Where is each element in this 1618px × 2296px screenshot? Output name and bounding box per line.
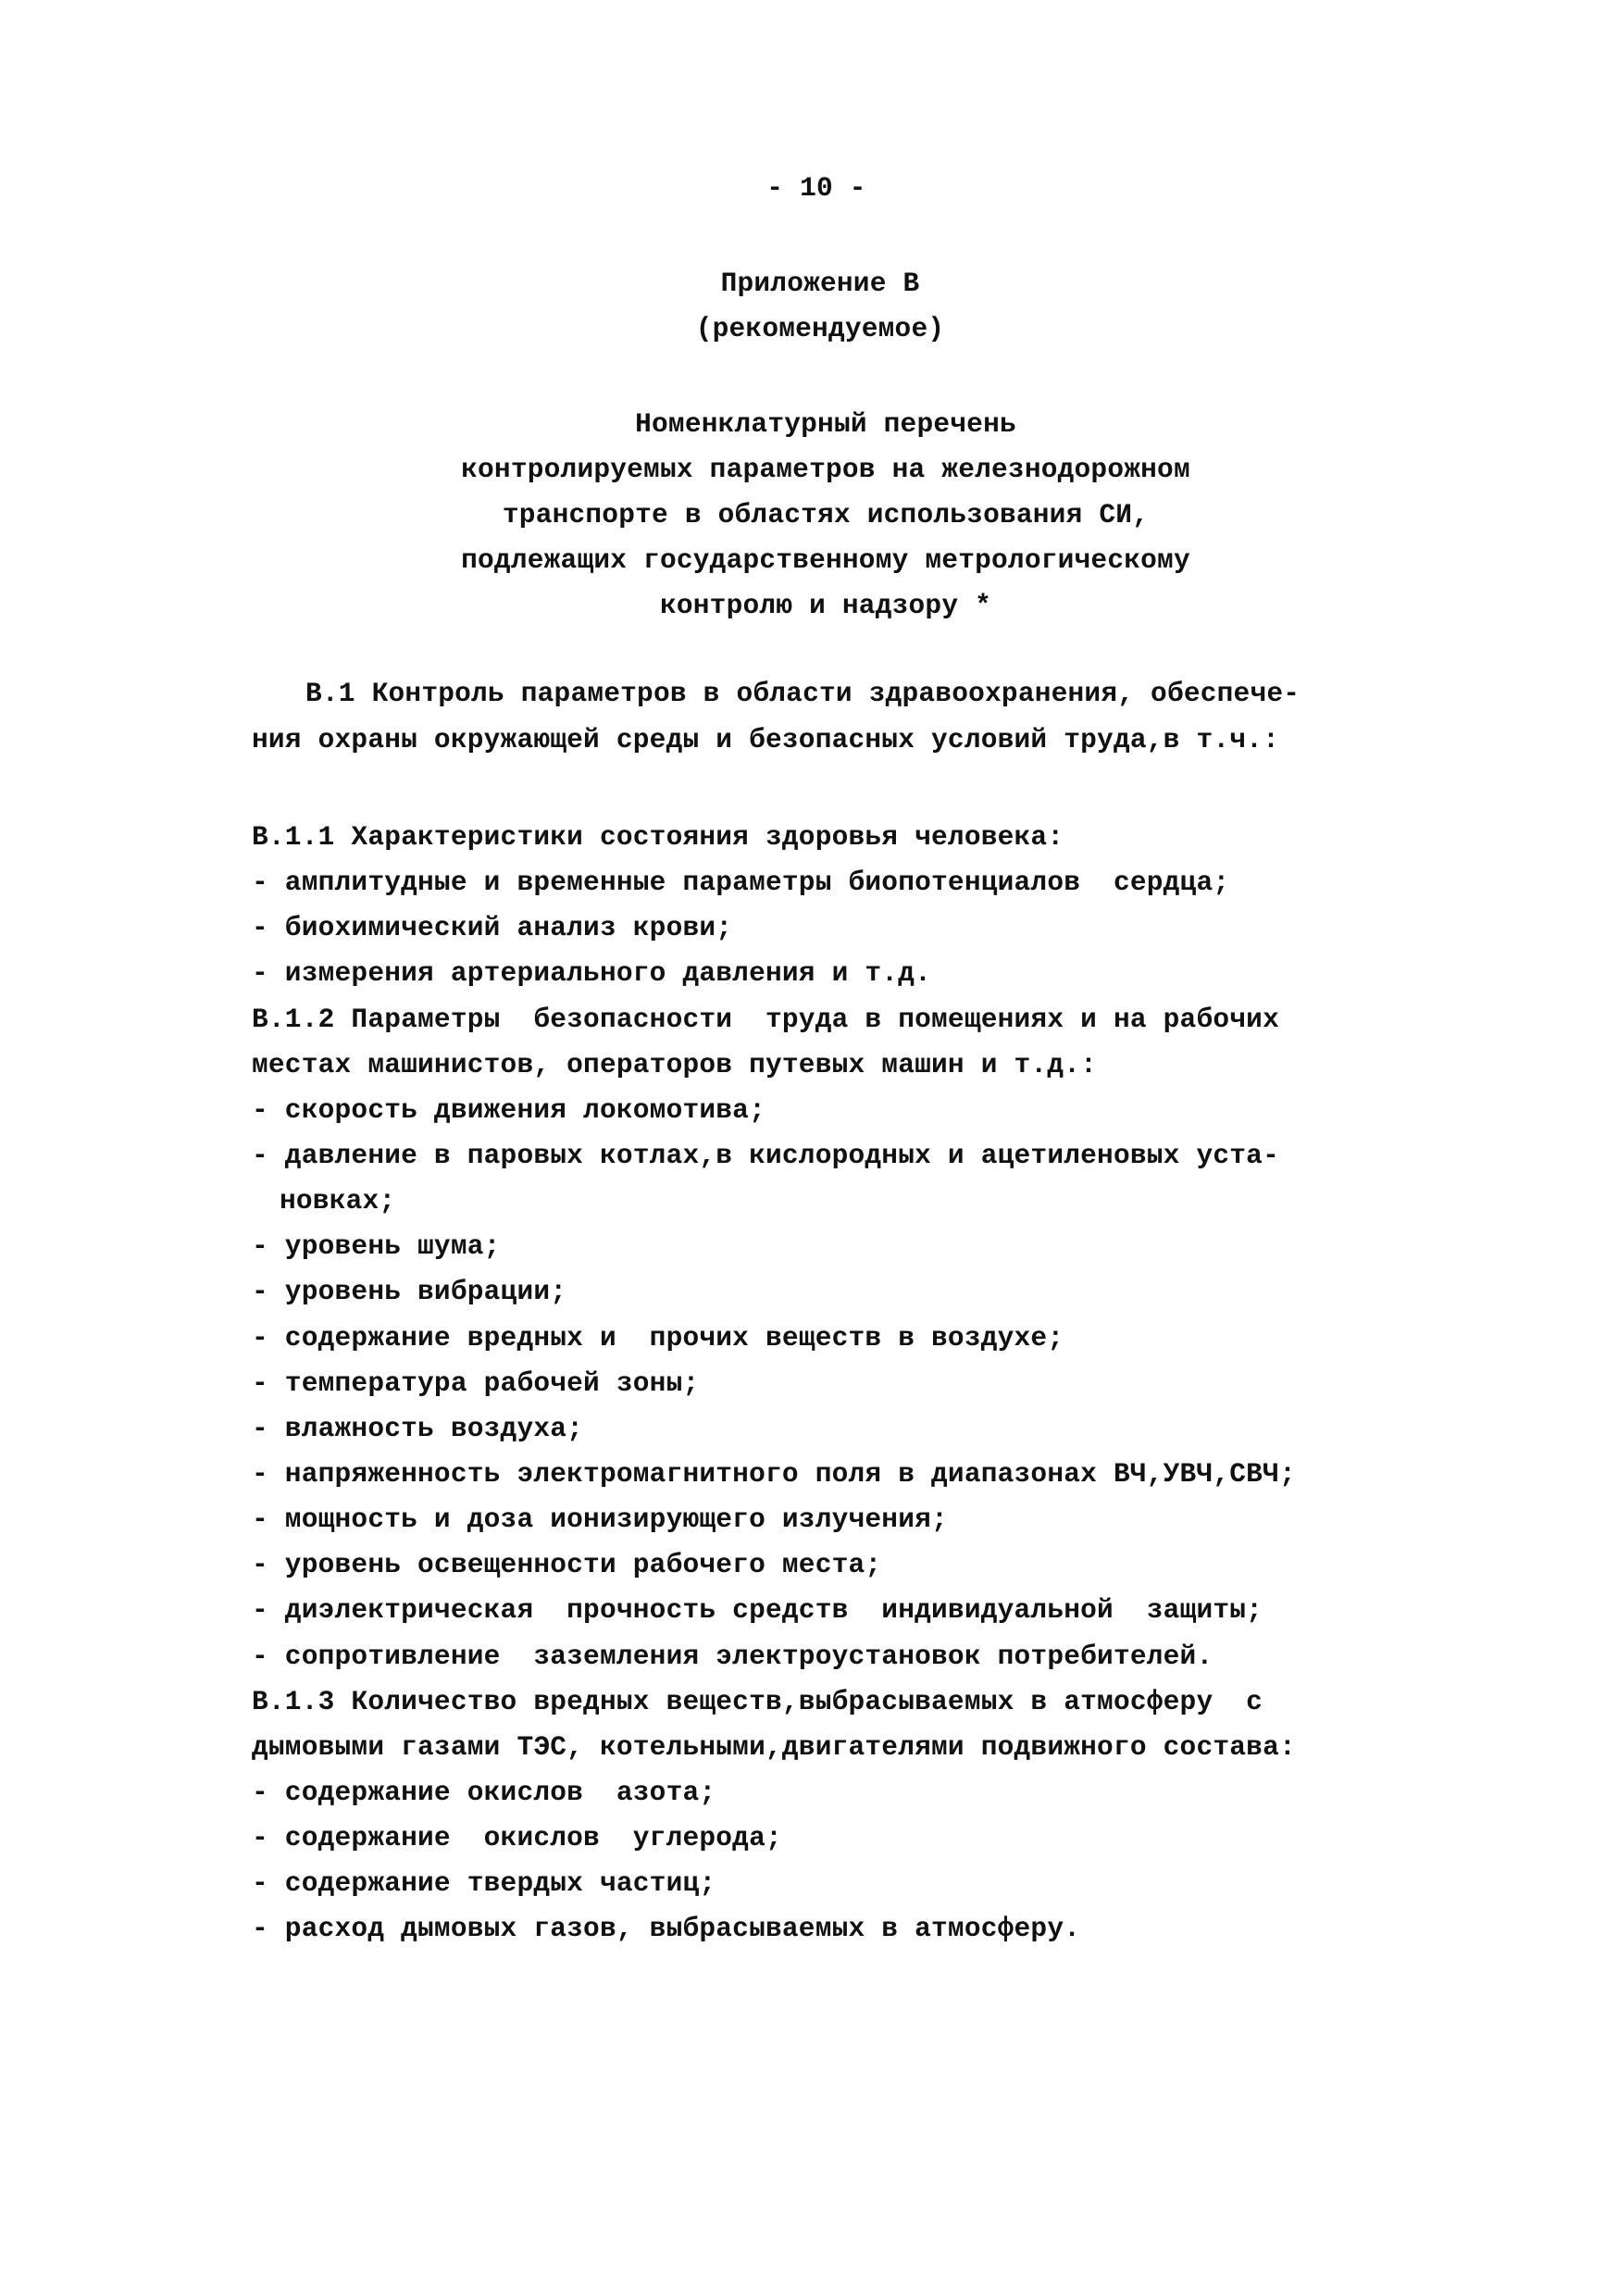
list-item: - температура рабочей зоны; <box>252 1366 700 1399</box>
list-item: - содержание окислов азота; <box>252 1776 716 1808</box>
intro-paragraph <box>252 670 1418 763</box>
list-item: - измерения артериального давления и т.д. <box>252 957 932 990</box>
document-heading <box>17 402 1618 629</box>
appendix-header <box>11 261 1618 352</box>
section-heading: В.1.2 Параметры безопасности труда в помещениях и на рабочих <box>252 1003 1279 1035</box>
list-item: - содержание твердых частиц; <box>252 1867 716 1900</box>
heading-line: подлежащих государственному метрологическому <box>461 544 1190 576</box>
list-item: - влажность воздуха; <box>252 1412 584 1444</box>
heading-line: контролю и надзору * <box>659 590 992 621</box>
appendix-title: Приложение В <box>720 268 920 299</box>
list-item: - давление в паровых котлах,в кислородных и ацетиленовых уста- <box>252 1139 1279 1171</box>
list-item: - содержание окислов углерода; <box>252 1822 782 1854</box>
list-item: - скорость движения локомотива; <box>252 1093 765 1126</box>
list-item-cont: новках; <box>280 1185 396 1217</box>
list-item: - амплитудные и временные параметры биопотенциалов сердца; <box>252 867 1230 899</box>
body-text <box>252 815 1418 1953</box>
section-heading: В.1.3 Количество вредных веществ,выбрасываемых в атмосферу с <box>252 1685 1263 1717</box>
section-heading-cont: местах машинистов, операторов путевых машин и т.д.: <box>252 1048 1098 1080</box>
list-item: - сопротивление заземления электроустановок потребителей. <box>252 1640 1214 1672</box>
heading-line: контролируемых параметров на железнодорожном <box>461 454 1190 485</box>
list-item: - уровень шума; <box>252 1230 501 1263</box>
list-item: - уровень вибрации; <box>252 1276 567 1308</box>
section-heading: В.1.1 Характеристики состояния здоровья человека: <box>252 821 1064 853</box>
list-item: - напряженность электромагнитного поля в диапазонах ВЧ,УВЧ,СВЧ; <box>252 1457 1296 1490</box>
intro-line: ния охраны окружающей среды и безопасных условий труда,в т.ч.: <box>252 724 1279 755</box>
list-item: - расход дымовых газов, выбрасываемых в атмосферу. <box>252 1913 1081 1945</box>
list-item: - уровень освещенности рабочего места; <box>252 1549 882 1581</box>
list-item: - мощность и доза ионизирующего излучения; <box>252 1504 948 1536</box>
appendix-status: (рекомендуемое) <box>695 313 945 344</box>
page-number: - 10 - <box>766 172 866 204</box>
list-item: - биохимический анализ крови; <box>252 912 733 944</box>
intro-line: В.1 Контроль параметров в области здравоохранения, обеспече- <box>305 678 1301 709</box>
heading-line: транспорте в областях использования СИ, <box>502 499 1150 530</box>
list-item: - содержание вредных и прочих веществ в воздухе; <box>252 1321 1064 1354</box>
heading-line: Номенклатурный перечень <box>635 408 1016 440</box>
list-item: - диэлектрическая прочность средств индивидуальной защиты; <box>252 1594 1263 1627</box>
section-heading-cont: дымовыми газами ТЭС, котельными,двигателями подвижного состава: <box>252 1730 1296 1763</box>
